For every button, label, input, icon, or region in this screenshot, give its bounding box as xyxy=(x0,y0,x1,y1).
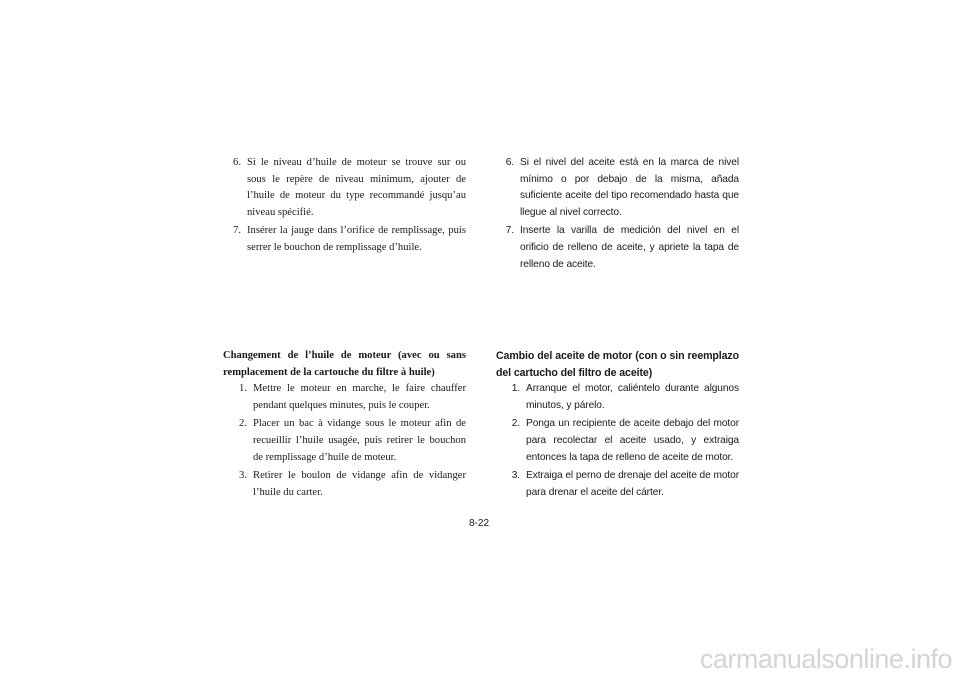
watermark: carmanualsonline.info xyxy=(699,644,952,674)
item-text: Arranque el motor, caliéntelo durante algunos minutos, y párelo. xyxy=(526,383,739,411)
item-number: 2. xyxy=(239,418,247,430)
list-item xyxy=(223,223,466,256)
list-item xyxy=(229,381,466,414)
item-number: 6. xyxy=(233,157,241,168)
steps-list xyxy=(229,381,466,501)
page-number: 8-22 xyxy=(469,518,490,529)
item-text: Ponga un recipiente de aceite debajo del motor para recolectar el aceite usado, y extraiga entonces la tapa de relleno de aceite de motor. xyxy=(526,418,739,463)
list-item xyxy=(496,223,739,273)
item-number: 1. xyxy=(239,383,247,395)
list-item xyxy=(502,468,739,501)
item-text: Retirer le boulon de vidange afin de vidanger l’huile du carter. xyxy=(253,470,466,498)
item-text: Insérer la jauge dans l’orifice de remplissage, puis serrer le bouchon de remplissage d’huile. xyxy=(247,225,466,253)
item-number: 7. xyxy=(505,225,514,237)
item-text: Si le niveau d’huile de moteur se trouve sur ou sous le repère de niveau minimum, ajouter de l’huile de moteur du type recommandé jusqu’au niveau spécifié. xyxy=(247,157,466,218)
item-text: Si el nivel del aceite está en la marca de nivel mínimo o por debajo de la misma, añada suficiente aceite del tipo recomendado hasta que llegue al nivel correcto. xyxy=(520,157,739,218)
list-item xyxy=(502,381,739,414)
item-number: 7. xyxy=(233,225,241,237)
french-list-top xyxy=(223,155,466,259)
item-number: 3. xyxy=(239,470,247,482)
list-item xyxy=(229,468,466,501)
list-item xyxy=(502,416,739,466)
spanish-section-oil-change xyxy=(496,348,739,503)
item-text: Extraiga el perno de drenaje del aceite de motor para drenar el aceite del cárter. xyxy=(526,470,739,498)
spanish-list-top xyxy=(496,155,739,275)
item-text: Placer un bac à vidange sous le moteur afin de recueillir l’huile usagée, puis retirer le bouchon de remplissage d’huile de moteur. xyxy=(253,418,466,463)
section-heading: Changement de l’huile de moteur (avec ou sans remplacement de la cartouche du filtre à huile) xyxy=(223,350,466,378)
item-number: 6. xyxy=(505,157,514,168)
list-item xyxy=(229,416,466,466)
french-section-oil-change xyxy=(223,348,466,503)
item-number: 3. xyxy=(511,470,520,482)
list-item xyxy=(223,155,466,221)
item-text: Mettre le moteur en marche, le faire chauffer pendant quelques minutes, puis le couper. xyxy=(253,383,466,411)
section-heading: Cambio del aceite de motor (con o sin reemplazo del cartucho del filtro de aceite) xyxy=(496,350,739,379)
item-text: Inserte la varilla de medición del nivel en el orificio de relleno de aceite, y apriete la tapa de relleno de aceite. xyxy=(520,225,739,270)
steps-list xyxy=(502,381,739,501)
item-number: 2. xyxy=(511,418,520,430)
item-number: 1. xyxy=(511,383,520,395)
list-item xyxy=(496,155,739,221)
